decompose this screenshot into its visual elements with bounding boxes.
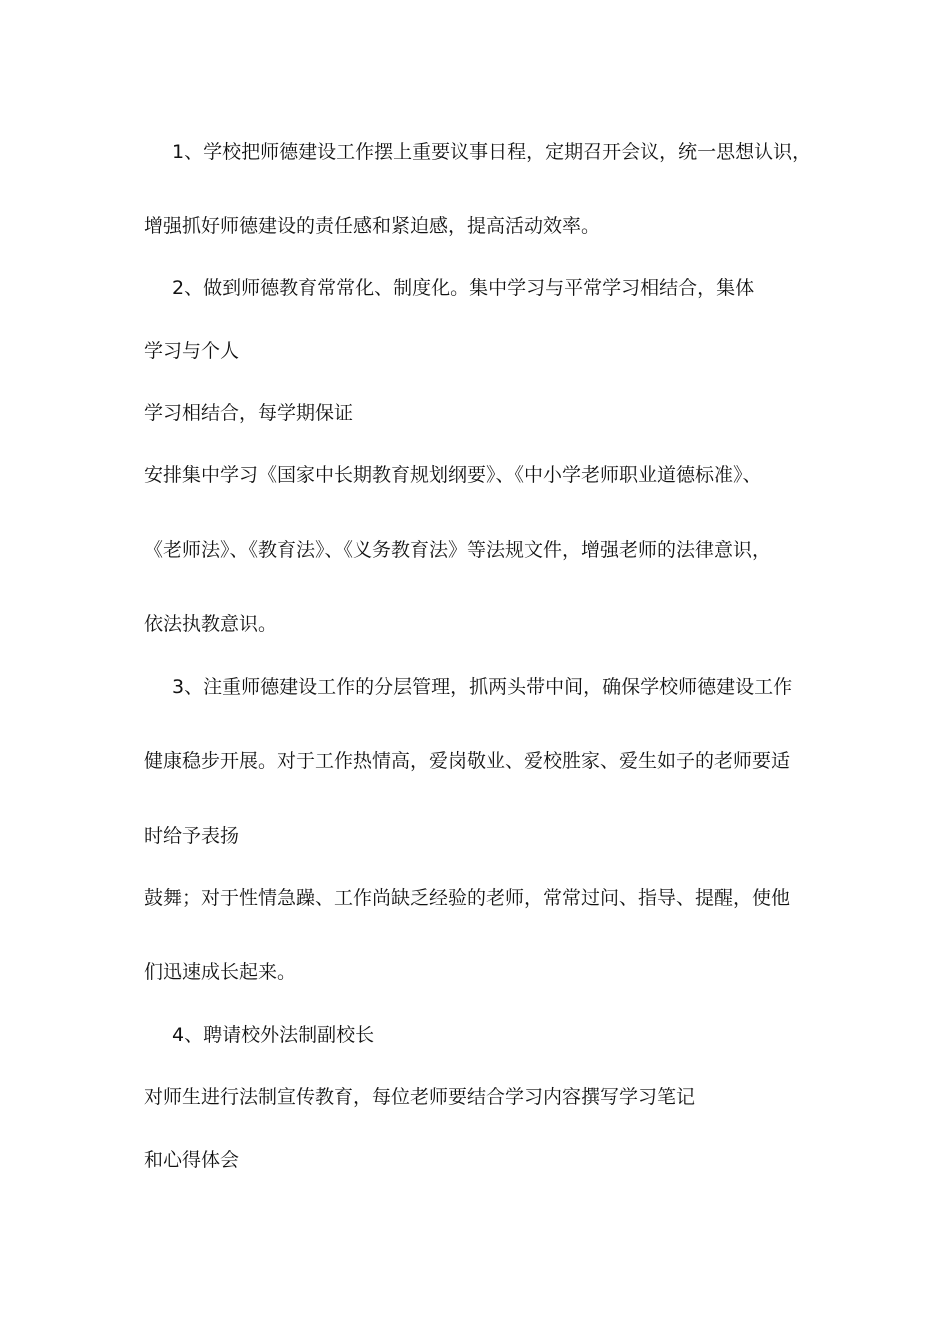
paragraph-1-line-1: 1、学校把师德建设工作摆上重要议事日程，定期召开会议，统一思想认识， bbox=[172, 141, 812, 163]
paragraph-2-line-4: 安排集中学习《国家中长期教育规划纲要》、《中小学老师职业道德标准》、 bbox=[144, 464, 762, 486]
paragraph-1-line-2: 增强抓好师德建设的责任感和紧迫感，提高活动效率。 bbox=[144, 215, 601, 237]
paragraph-3-line-5: 们迅速成长起来。 bbox=[144, 961, 297, 983]
paragraph-2-line-6: 依法执教意识。 bbox=[144, 613, 278, 635]
paragraph-2-line-3: 学习相结合，每学期保证 bbox=[144, 402, 354, 424]
paragraph-2-line-2: 学习与个人 bbox=[144, 340, 240, 362]
paragraph-4-line-1: 4、聘请校外法制副校长 bbox=[172, 1024, 375, 1046]
paragraph-4-line-2: 对师生进行法制宣传教育，每位老师要结合学习内容撰写学习笔记 bbox=[144, 1086, 696, 1108]
paragraph-2-line-1: 2、做到师德教育常常化、制度化。集中学习与平常学习相结合，集体 bbox=[172, 277, 755, 299]
paragraph-4-line-3: 和心得体会 bbox=[144, 1149, 240, 1171]
paragraph-2-line-5: 《老师法》、《教育法》、《义务教育法》等法规文件，增强老师的法律意识， bbox=[144, 539, 772, 561]
paragraph-3-line-4: 鼓舞；对于性情急躁、工作尚缺乏经验的老师，常常过问、指导、提醒，使他 bbox=[144, 887, 791, 909]
paragraph-3-line-3: 时给予表扬 bbox=[144, 825, 240, 847]
paragraph-3-line-1: 3、注重师德建设工作的分层管理，抓两头带中间，确保学校师德建设工作 bbox=[172, 676, 793, 698]
paragraph-3-line-2: 健康稳步开展。对于工作热情高，爱岗敬业、爱校胜家、爱生如子的老师要适 bbox=[144, 750, 791, 772]
